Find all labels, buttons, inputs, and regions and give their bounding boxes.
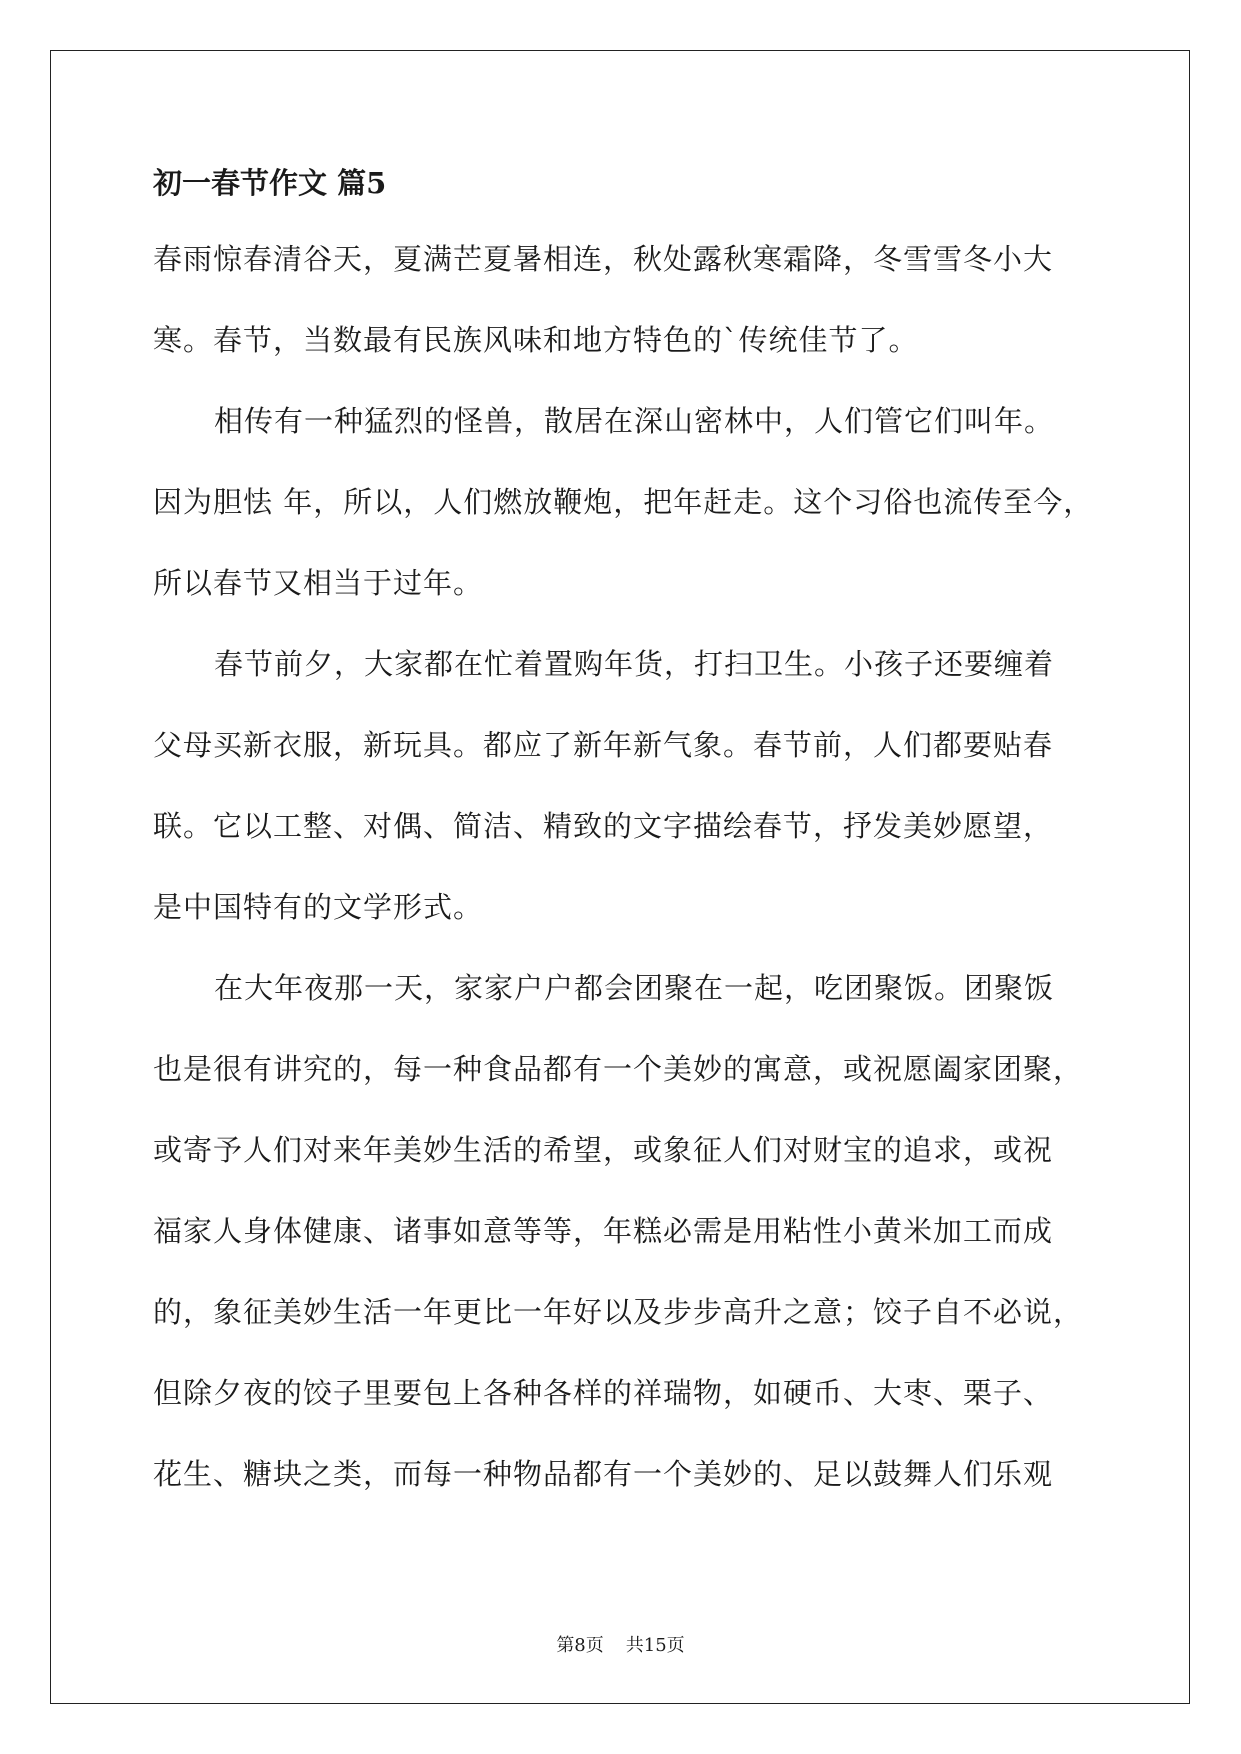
text-line: 父母买新衣服，新玩具。都应了新年新气象。春节前，人们都要贴春 [153, 728, 1054, 762]
page-number-total: 共15页 [625, 1635, 685, 1656]
text-line: 但除夕夜的饺子里要包上各种各样的祥瑞物，如硬币、大枣、栗子、 [153, 1376, 1054, 1410]
paragraph-1 [153, 219, 1093, 381]
text-line: 联。它以工整、对偶、简洁、精致的文字描绘春节，抒发美妙愿望， [153, 809, 1054, 843]
text-line: 相传有一种猛烈的怪兽，散居在深山密林中，人们管它们叫年。 [214, 404, 1055, 438]
paragraph-3 [153, 624, 1093, 948]
text-line: 所以春节又相当于过年。 [153, 566, 484, 600]
text-line: 春节前夕，大家都在忙着置购年货，打扫卫生。小孩子还要缠着 [214, 647, 1055, 681]
text-line: 在大年夜那一天，家家户户都会团聚在一起，吃团聚饭。团聚饭 [214, 971, 1055, 1005]
text-line: 的，象征美妙生活一年更比一年好以及步步高升之意；饺子自不必说， [153, 1295, 1084, 1329]
text-line: 福家人身体健康、诸事如意等等，年糕必需是用粘性小黄米加工而成 [153, 1214, 1054, 1248]
page-number-current: 第8页 [556, 1635, 604, 1656]
document-body [153, 163, 1094, 1491]
document-title: 初一春节作文 篇5 [153, 166, 387, 200]
paragraph-block [153, 219, 1093, 1515]
page-footer [0, 1634, 1241, 1658]
text-line: 或寄予人们对来年美妙生活的希望，或象征人们对财宝的追求，或祝 [153, 1133, 1054, 1167]
text-line: 是中国特有的文学形式。 [153, 890, 484, 924]
paragraph-2 [153, 381, 1093, 624]
text-line: 因为胆怯 年，所以，人们燃放鞭炮，把年赶走。这个习俗也流传至今， [153, 485, 1094, 519]
text-line: 春雨惊春清谷天，夏满芒夏暑相连，秋处露秋寒霜降，冬雪雪冬小大 [153, 242, 1054, 276]
text-line: 也是很有讲究的，每一种食品都有一个美妙的寓意，或祝愿阖家团聚， [153, 1052, 1084, 1086]
text-line: 花生、糖块之类，而每一种物品都有一个美妙的、足以鼓舞人们乐观 [153, 1457, 1054, 1491]
text-line: 寒。春节，当数最有民族风味和地方特色的`传统佳节了。 [153, 323, 919, 357]
paragraph-4 [153, 948, 1093, 1515]
